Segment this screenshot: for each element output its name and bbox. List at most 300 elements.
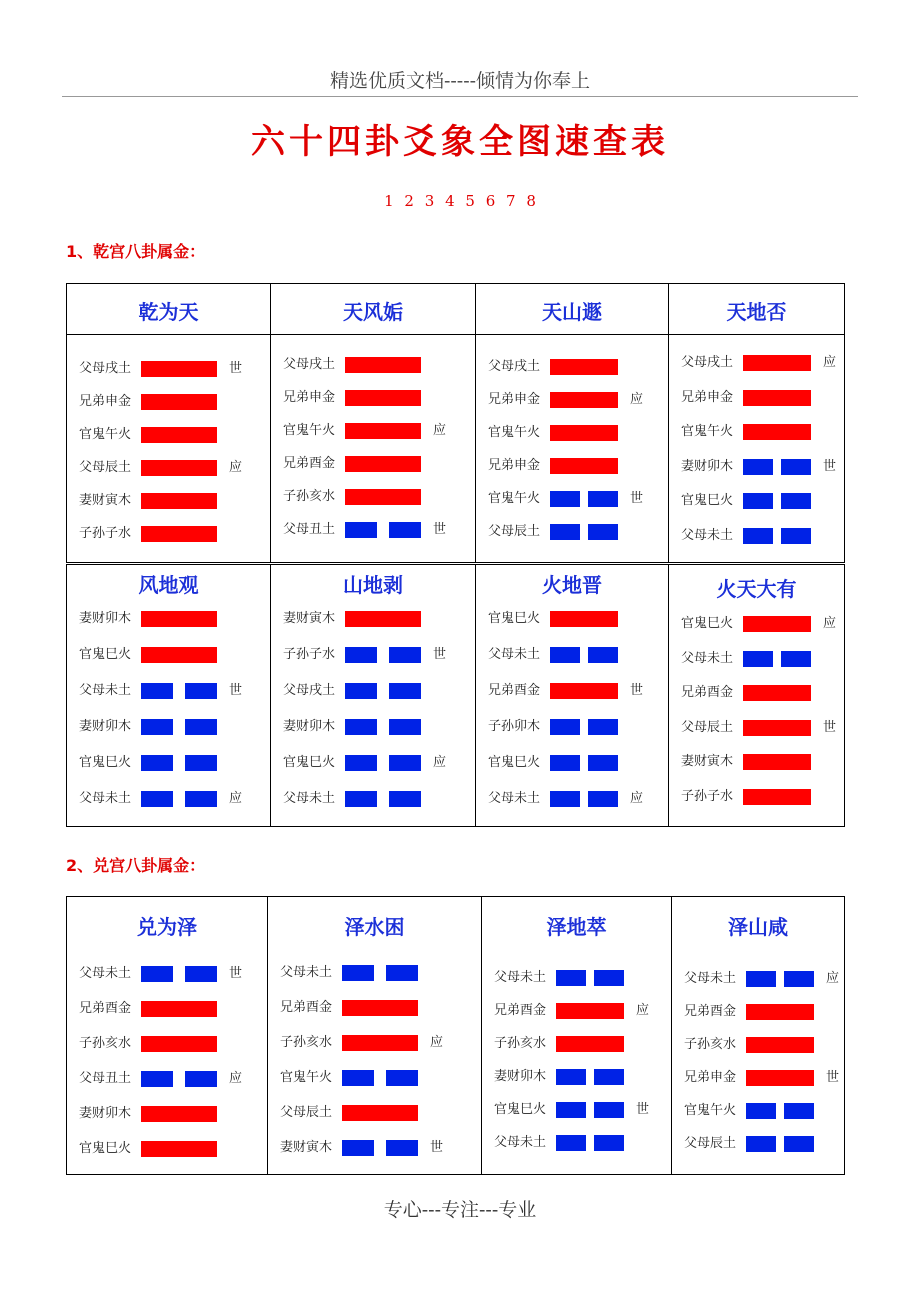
yao-line — [79, 646, 268, 664]
yao-label: 妻财卯木 — [79, 719, 132, 734]
yao-label: 父母未土 — [488, 647, 541, 662]
yao-label: 官鬼巳火 — [283, 755, 336, 770]
yao-line — [488, 523, 666, 541]
yao-line — [79, 492, 268, 510]
hexagram-name: 兑为泽 — [137, 915, 197, 939]
yao-label: 父母未土 — [283, 791, 336, 806]
yao-line — [280, 964, 479, 982]
yao-line — [79, 1000, 265, 1018]
yin-line-right-bar — [781, 651, 811, 667]
yao-line — [681, 527, 842, 545]
yao-label: 官鬼午火 — [280, 1070, 333, 1085]
yang-line-bar — [743, 390, 811, 406]
yao-label: 兄弟酉金 — [283, 456, 336, 471]
yin-line-right-bar — [781, 459, 811, 475]
yao-line — [488, 424, 666, 442]
page-link-5[interactable]: 5 — [465, 192, 475, 210]
shi-ying-mark: 应 — [826, 971, 840, 986]
yin-line-right-bar — [389, 755, 421, 771]
yao-line — [283, 521, 473, 539]
hexagram-name: 泽山咸 — [728, 915, 788, 939]
yao-label: 妻财卯木 — [79, 1106, 132, 1121]
yao-label: 父母丑土 — [79, 1071, 132, 1086]
yao-line — [488, 790, 666, 808]
shi-ying-mark: 世 — [433, 522, 447, 537]
yang-line-bar — [550, 611, 618, 627]
yao-line — [283, 389, 473, 407]
yin-line-left-bar — [550, 491, 580, 507]
section-suffix: ： — [189, 242, 206, 261]
yang-line-bar — [743, 754, 811, 770]
yin-line-right-bar — [386, 1140, 418, 1156]
yao-line — [280, 1069, 479, 1087]
page-link-8[interactable]: 8 — [526, 192, 536, 210]
shi-ying-mark: 世 — [229, 361, 243, 376]
yao-label: 父母未土 — [79, 683, 132, 698]
yin-line-left-bar — [342, 1070, 374, 1086]
yao-label: 父母辰土 — [280, 1105, 333, 1120]
yin-line-right-bar — [588, 719, 618, 735]
hexagram-cell — [668, 283, 845, 563]
yao-label: 兄弟申金 — [283, 390, 336, 405]
yao-line — [79, 525, 268, 543]
shi-ying-mark: 世 — [229, 966, 243, 981]
yao-line — [283, 682, 473, 700]
yao-label: 父母辰土 — [684, 1136, 737, 1151]
hexagram-cell — [481, 896, 672, 1175]
shi-ying-mark: 应 — [229, 1071, 243, 1086]
yao-label: 妻财卯木 — [494, 1069, 547, 1084]
page-link-4[interactable]: 4 — [445, 192, 455, 210]
yao-label: 官鬼午火 — [684, 1103, 737, 1118]
yang-line-bar — [550, 458, 618, 474]
yin-line-left-bar — [141, 683, 173, 699]
yin-line-left-bar — [345, 719, 377, 735]
yin-line-right-bar — [386, 1070, 418, 1086]
yao-line — [79, 1070, 265, 1088]
yin-line-right-bar — [594, 1102, 624, 1118]
yin-line-right-bar — [781, 528, 811, 544]
yao-label: 子孙亥水 — [494, 1036, 547, 1051]
page-link-2[interactable]: 2 — [404, 192, 414, 210]
shi-ying-mark: 应 — [630, 791, 644, 806]
yao-label: 父母辰土 — [681, 720, 734, 735]
section-heading-dui — [66, 853, 205, 876]
yao-label: 官鬼午火 — [488, 425, 541, 440]
yao-line — [488, 610, 666, 628]
yao-line — [681, 650, 842, 668]
yao-line — [79, 790, 268, 808]
yang-line-bar — [141, 493, 217, 509]
yin-line-right-bar — [588, 524, 618, 540]
header-divider — [271, 334, 475, 335]
hexagram-cell — [475, 564, 669, 827]
yao-label: 官鬼午火 — [681, 424, 734, 439]
yao-label: 父母未土 — [684, 971, 737, 986]
page-link-3[interactable]: 3 — [424, 192, 435, 210]
yao-line — [280, 1139, 479, 1157]
yin-line-right-bar — [784, 1136, 814, 1152]
yin-line-left-bar — [550, 791, 580, 807]
yao-line — [494, 969, 669, 987]
yang-line-bar — [743, 789, 811, 805]
yao-line — [684, 1135, 842, 1153]
yao-label: 妻财寅木 — [681, 754, 734, 769]
hexagram-name: 泽水困 — [344, 915, 405, 939]
yin-line-right-bar — [594, 1069, 624, 1085]
yao-line — [681, 458, 842, 476]
yao-line — [494, 1035, 669, 1053]
yao-line — [681, 684, 842, 702]
yao-label: 父母辰土 — [79, 460, 132, 475]
yao-label: 兄弟酉金 — [681, 685, 734, 700]
yin-line-left-bar — [342, 1140, 374, 1156]
hexagram-name: 乾为天 — [138, 300, 199, 324]
yao-line — [283, 488, 473, 506]
yin-line-left-bar — [556, 1069, 586, 1085]
yin-line-left-bar — [743, 493, 773, 509]
yao-line — [79, 754, 268, 772]
yang-line-bar — [746, 1070, 814, 1086]
yao-line — [681, 423, 842, 441]
yang-line-bar — [141, 647, 217, 663]
yao-line — [681, 788, 842, 806]
yao-label: 父母未土 — [280, 965, 333, 980]
shi-ying-mark: 应 — [636, 1003, 650, 1018]
yao-line — [494, 1068, 669, 1086]
yao-label: 官鬼午火 — [79, 427, 132, 442]
hexagram-name: 天山遯 — [542, 300, 602, 324]
yao-label: 妻财卯木 — [681, 459, 734, 474]
yao-line — [283, 455, 473, 473]
yao-line — [681, 389, 842, 407]
page-title: 六十四卦爻象全图速查表 — [251, 122, 669, 162]
shi-ying-mark: 世 — [636, 1102, 650, 1117]
yin-line-left-bar — [345, 755, 377, 771]
yin-line-left-bar — [345, 522, 377, 538]
page-link-1[interactable]: 1 — [384, 192, 394, 210]
yin-line-right-bar — [185, 719, 217, 735]
yin-line-right-bar — [389, 719, 421, 735]
yin-line-left-bar — [743, 528, 773, 544]
hexagram-name: 天风姤 — [343, 300, 403, 324]
shi-ying-mark: 世 — [630, 491, 644, 506]
section-suffix: ： — [189, 856, 206, 875]
yang-line-bar — [550, 359, 618, 375]
section-element: 金 — [173, 242, 190, 261]
yang-line-bar — [743, 424, 811, 440]
hexagram-name: 山地剥 — [343, 573, 403, 597]
yao-line — [494, 1134, 669, 1152]
shi-ying-mark: 世 — [630, 683, 644, 698]
yin-line-right-bar — [588, 491, 618, 507]
yang-line-bar — [345, 390, 421, 406]
yao-label: 父母未土 — [494, 1135, 547, 1150]
yang-line-bar — [550, 683, 618, 699]
section-label: 2、兑宫八卦属 — [66, 856, 174, 875]
yin-line-right-bar — [784, 1103, 814, 1119]
yao-label: 父母未土 — [79, 791, 132, 806]
yang-line-bar — [550, 425, 618, 441]
yang-line-bar — [141, 460, 217, 476]
hexagram-cell — [66, 283, 271, 563]
page-link-7[interactable]: 7 — [506, 192, 516, 210]
shi-ying-mark: 世 — [433, 647, 447, 662]
yao-label: 父母戌土 — [681, 355, 734, 370]
yao-label: 官鬼巳火 — [488, 755, 541, 770]
yao-label: 父母戌土 — [283, 357, 336, 372]
yao-line — [684, 1036, 842, 1054]
yao-label: 官鬼巳火 — [488, 611, 541, 626]
yin-line-left-bar — [345, 647, 377, 663]
yin-line-right-bar — [185, 1071, 217, 1087]
yao-label: 子孙亥水 — [684, 1037, 737, 1052]
header-divider — [62, 96, 858, 97]
yao-label: 官鬼午火 — [283, 423, 336, 438]
yin-line-right-bar — [389, 683, 421, 699]
yao-label: 官鬼巳火 — [681, 616, 734, 631]
yao-line — [283, 790, 473, 808]
yang-line-bar — [556, 1036, 624, 1052]
yao-label: 子孙子水 — [681, 789, 734, 804]
yao-line — [488, 358, 666, 376]
yin-line-right-bar — [784, 971, 814, 987]
shi-ying-mark: 世 — [430, 1140, 444, 1155]
yao-label: 父母未土 — [488, 791, 541, 806]
yin-line-right-bar — [185, 755, 217, 771]
yang-line-bar — [345, 611, 421, 627]
shi-ying-mark: 应 — [229, 791, 243, 806]
yin-line-left-bar — [345, 683, 377, 699]
yin-line-right-bar — [389, 647, 421, 663]
yang-line-bar — [141, 1001, 217, 1017]
yang-line-bar — [550, 392, 618, 408]
yao-label: 兄弟申金 — [488, 392, 541, 407]
yao-label: 兄弟酉金 — [494, 1003, 547, 1018]
hexagram-name: 火地晋 — [542, 573, 602, 597]
yang-line-bar — [141, 394, 217, 410]
yao-line — [488, 682, 666, 700]
yao-label: 子孙卯木 — [488, 719, 541, 734]
yao-label: 父母未土 — [681, 651, 734, 666]
yin-line-left-bar — [743, 459, 773, 475]
hexagram-cell — [267, 896, 482, 1175]
yao-label: 父母未土 — [494, 970, 547, 985]
yao-label: 兄弟酉金 — [280, 1000, 333, 1015]
yin-line-left-bar — [342, 965, 374, 981]
yao-label: 兄弟酉金 — [488, 683, 541, 698]
section-heading-qian — [66, 239, 205, 262]
yao-label: 父母戌土 — [488, 359, 541, 374]
yin-line-right-bar — [185, 966, 217, 982]
yin-line-right-bar — [588, 791, 618, 807]
hexagram-cell — [270, 564, 476, 827]
yin-line-left-bar — [556, 1102, 586, 1118]
yao-line — [283, 422, 473, 440]
yao-line — [681, 753, 842, 771]
yao-label: 妻财寅木 — [79, 493, 132, 508]
yao-label: 官鬼巳火 — [79, 755, 132, 770]
hexagram-name: 火天大有 — [716, 577, 797, 601]
shi-ying-mark: 世 — [823, 459, 837, 474]
yao-label: 子孙亥水 — [283, 489, 336, 504]
yao-label: 父母戌土 — [79, 361, 132, 376]
yin-line-right-bar — [389, 791, 421, 807]
shi-ying-mark: 应 — [823, 616, 837, 631]
yao-label: 父母丑土 — [283, 522, 336, 537]
page-link-6[interactable]: 6 — [485, 192, 496, 210]
yao-line — [681, 492, 842, 510]
yin-line-left-bar — [556, 1135, 586, 1151]
yin-line-left-bar — [345, 791, 377, 807]
shi-ying-mark: 应 — [433, 423, 447, 438]
yin-line-left-bar — [550, 647, 580, 663]
yao-label: 妻财卯木 — [79, 611, 132, 626]
yin-line-right-bar — [588, 647, 618, 663]
yao-line — [488, 646, 666, 664]
yao-line — [494, 1101, 669, 1119]
yao-label: 父母戌土 — [283, 683, 336, 698]
yao-line — [79, 1140, 265, 1158]
yang-line-bar — [342, 1000, 418, 1016]
yin-line-left-bar — [141, 719, 173, 735]
yao-line — [494, 1002, 669, 1020]
yin-line-left-bar — [141, 966, 173, 982]
yao-line — [79, 393, 268, 411]
yin-line-left-bar — [141, 791, 173, 807]
yang-line-bar — [342, 1105, 418, 1121]
yao-line — [488, 718, 666, 736]
yang-line-bar — [141, 1141, 217, 1157]
yao-line — [79, 459, 268, 477]
yang-line-bar — [141, 427, 217, 443]
yin-line-right-bar — [185, 791, 217, 807]
page-header: 精选优质文档-----倾情为你奉上 — [329, 70, 591, 92]
yao-label: 兄弟申金 — [684, 1070, 737, 1085]
yao-label: 子孙亥水 — [280, 1035, 333, 1050]
yang-line-bar — [141, 526, 217, 542]
yao-line — [79, 1105, 265, 1123]
yin-line-right-bar — [781, 493, 811, 509]
yao-label: 兄弟申金 — [681, 390, 734, 405]
shi-ying-mark: 应 — [433, 755, 447, 770]
yang-line-bar — [556, 1003, 624, 1019]
hexagram-cell — [66, 564, 271, 827]
yao-label: 子孙子水 — [79, 526, 132, 541]
yao-label: 兄弟酉金 — [79, 1001, 132, 1016]
shi-ying-mark: 应 — [430, 1035, 444, 1050]
page-index — [0, 192, 920, 210]
yang-line-bar — [345, 357, 421, 373]
shi-ying-mark: 世 — [229, 683, 243, 698]
yang-line-bar — [746, 1037, 814, 1053]
yang-line-bar — [345, 456, 421, 472]
yin-line-left-bar — [556, 970, 586, 986]
yao-line — [488, 391, 666, 409]
yao-line — [79, 965, 265, 983]
yin-line-right-bar — [386, 965, 418, 981]
yin-line-left-bar — [141, 1071, 173, 1087]
yang-line-bar — [743, 355, 811, 371]
hexagram-name: 天地否 — [726, 300, 787, 324]
header-divider — [669, 334, 844, 335]
hexagram-cell — [66, 896, 268, 1175]
yin-line-left-bar — [550, 719, 580, 735]
yao-label: 妻财寅木 — [283, 611, 336, 626]
yao-line — [280, 1104, 479, 1122]
shi-ying-mark: 世 — [823, 720, 837, 735]
yao-line — [280, 999, 479, 1017]
section-element: 金 — [173, 856, 190, 875]
yin-line-right-bar — [594, 970, 624, 986]
yao-line — [79, 682, 268, 700]
yin-line-left-bar — [550, 755, 580, 771]
hexagram-cell — [668, 564, 845, 827]
yin-line-right-bar — [588, 755, 618, 771]
yin-line-right-bar — [185, 683, 217, 699]
yang-line-bar — [141, 611, 217, 627]
yang-line-bar — [743, 685, 811, 701]
yao-label: 父母未土 — [681, 528, 734, 543]
yao-line — [488, 457, 666, 475]
yao-label: 官鬼巳火 — [681, 493, 734, 508]
yang-line-bar — [345, 423, 421, 439]
hexagram-cell — [475, 283, 669, 563]
yao-line — [79, 610, 268, 628]
header-divider — [67, 334, 270, 335]
header-divider — [476, 334, 668, 335]
yao-label: 官鬼巳火 — [79, 1141, 132, 1156]
yin-line-left-bar — [746, 971, 776, 987]
hexagram-name: 风地观 — [138, 573, 199, 597]
yang-line-bar — [743, 720, 811, 736]
yao-label: 子孙子水 — [283, 647, 336, 662]
yao-label: 兄弟申金 — [79, 394, 132, 409]
yao-line — [283, 646, 473, 664]
yao-line — [684, 970, 842, 988]
yin-line-left-bar — [141, 755, 173, 771]
shi-ying-mark: 世 — [826, 1070, 840, 1085]
yang-line-bar — [141, 1106, 217, 1122]
hexagram-cell — [270, 283, 476, 563]
yang-line-bar — [743, 616, 811, 632]
shi-ying-mark: 应 — [823, 355, 837, 370]
yao-line — [488, 754, 666, 772]
shi-ying-mark: 应 — [630, 392, 644, 407]
yin-line-left-bar — [550, 524, 580, 540]
yao-line — [283, 754, 473, 772]
yang-line-bar — [141, 1036, 217, 1052]
yao-line — [79, 426, 268, 444]
yao-line — [283, 610, 473, 628]
yao-line — [283, 356, 473, 374]
yao-line — [681, 719, 842, 737]
yao-label: 官鬼巳火 — [494, 1102, 547, 1117]
yao-line — [684, 1102, 842, 1120]
yao-label: 兄弟酉金 — [684, 1004, 737, 1019]
yin-line-left-bar — [743, 651, 773, 667]
yao-line — [79, 360, 268, 378]
yao-line — [684, 1003, 842, 1021]
yao-label: 子孙亥水 — [79, 1036, 132, 1051]
yao-line — [681, 354, 842, 372]
section-label: 1、乾宫八卦属 — [66, 242, 174, 261]
yang-line-bar — [345, 489, 421, 505]
yao-line — [488, 490, 666, 508]
yang-line-bar — [746, 1004, 814, 1020]
yang-line-bar — [342, 1035, 418, 1051]
yin-line-left-bar — [746, 1136, 776, 1152]
